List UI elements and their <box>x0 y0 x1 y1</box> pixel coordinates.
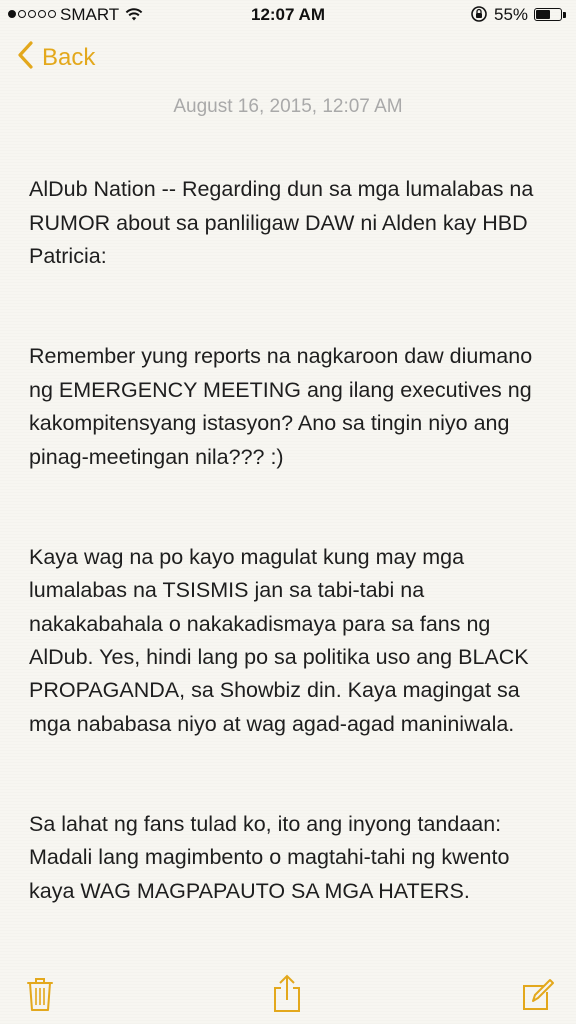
note-date: August 16, 2015, 12:07 AM <box>173 96 403 117</box>
rotation-lock-icon <box>470 5 488 28</box>
battery-level-fill <box>536 10 550 19</box>
trash-icon[interactable] <box>24 974 60 1014</box>
compose-icon[interactable] <box>520 974 556 1014</box>
battery-percent: 55% <box>494 5 529 24</box>
note-paragraph: Remember yung reports na nagkaroon daw diumano ng EMERGENCY MEETING ang ilang executives ng kakompitensyang istasyon? Ano sa tingin niyo ang pinag-meetingan nila??? :) <box>29 344 533 469</box>
chevron-left-icon <box>16 40 34 77</box>
battery-icon <box>534 8 562 21</box>
note-paragraph: AlDub Nation -- Regarding dun sa mga lumalabas na RUMOR about sa panliligaw DAW ni Alden kay HBD Patricia: <box>29 177 534 269</box>
back-button[interactable] <box>16 38 95 78</box>
note-paragraph: Kaya wag na po kayo magulat kung may mga lumalabas na TSISMIS jan sa tabi-tabi na nakakabahala o nakakadismaya para sa fans ng AlDub. Yes, hindi lang po sa politika uso ang BLACK PROPAGANDA, sa Showbiz din. Kaya magingat sa mga nababasa niyo at wag agad-agad maniniwala. <box>29 544 529 736</box>
back-label: Back <box>42 44 96 71</box>
battery-tip <box>563 12 566 18</box>
note-paragraph: Sa lahat ng fans tulad ko, ito ang inyong tandaan: Madali lang magimbento o magtahi-tahi ng kwento kaya WAG MAGPAPAUTO SA MGA HATERS. <box>29 812 510 903</box>
note-text-area[interactable] <box>29 140 554 975</box>
share-icon[interactable] <box>270 974 306 1014</box>
clock-time: 12:07 AM <box>250 5 325 24</box>
carrier-name: SMART <box>60 5 120 24</box>
bottom-toolbar <box>0 960 576 1024</box>
status-bar <box>0 0 576 32</box>
